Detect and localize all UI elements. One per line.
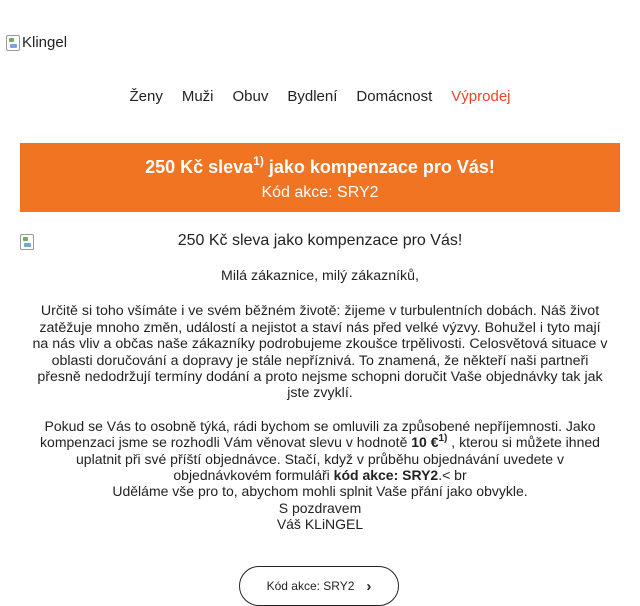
promo-code-button[interactable] xyxy=(239,566,399,606)
nav-item-obuv[interactable]: Obuv xyxy=(232,88,269,105)
compensation-code: kód akce: SRY2 xyxy=(333,467,439,484)
nav-item-vyprodej[interactable]: Výprodej xyxy=(451,88,511,105)
hero-alt-text: 250 Kč sleva jako kompenzace pro Vás! xyxy=(177,232,463,249)
nav-item-domacnost[interactable]: Domácnost xyxy=(356,88,433,105)
logo[interactable] xyxy=(6,34,67,51)
paragraph-compensation xyxy=(30,418,610,484)
footnote-marker: 1) xyxy=(253,154,264,168)
promo-code-button-label: Kód akce: SRY2 xyxy=(266,579,355,593)
nav-item-muzi[interactable]: Muži xyxy=(181,88,214,105)
nav-item-bydleni[interactable]: Bydlení xyxy=(287,88,338,105)
compensation-text-a: Pokud se Vás to osobně týká, rádi bychom se omluvili za způsobené nepříjemnosti. Jako kompenzaci jsme se rozhodli Vám věnovat slevu v hodnotě xyxy=(40,417,596,451)
banner-code: Kód akce: SRY2 xyxy=(261,184,379,201)
logo-alt-text: Klingel xyxy=(22,34,68,51)
greeting: Milá zákaznice, milý zákazníků, xyxy=(221,268,419,284)
letter-body xyxy=(30,268,610,533)
compensation-text-c: .< br xyxy=(438,467,467,484)
promise-line: Uděláme vše pro to, abychom mohli splnit Vaše přání jako obvykle. xyxy=(112,483,528,500)
broken-image-icon xyxy=(6,35,20,51)
signature: Váš KLiNGEL xyxy=(276,516,364,533)
discount-banner[interactable] xyxy=(20,143,620,212)
paragraph-apology-context: Určitě si toho všímáte i ve svém běžném životě: žijeme v turbulentních dobách. Náš život zatěžuje mnoho změn, událostí a nejistot a staví nás před velké výzvy. Bohužel i tyto mají na nás vliv a občas naše zákazníky podrobujeme zkoušce trpělivosti. Celosvětová situace v oblasti doručování a dopravy je stále nepříznivá. To znamená, že někteří naši partneři přesně nedodržují termíny dodání a proto nejsme schopni doručit Vaše objednávky tak jak jste zvyklí. xyxy=(32,303,608,402)
closing: S pozdravem xyxy=(278,499,362,516)
chevron-right-icon: › xyxy=(366,577,372,595)
banner-headline-rest: jako kompenzace pro Vás! xyxy=(263,157,495,177)
compensation-text-b: , kterou si můžete ihned uplatnit při své příští objednávce. Stačí, když v průběhu objednávání uvedete v objednávkovém formuláři xyxy=(76,434,600,484)
hero-image[interactable] xyxy=(20,232,620,252)
banner-headline xyxy=(20,155,620,179)
nav-item-zeny[interactable]: Ženy xyxy=(129,88,163,105)
banner-headline-text: 250 Kč sleva xyxy=(145,157,254,177)
compensation-amount: 10 € xyxy=(411,434,439,451)
main-nav xyxy=(0,88,640,105)
footnote-marker: 1) xyxy=(438,433,448,445)
